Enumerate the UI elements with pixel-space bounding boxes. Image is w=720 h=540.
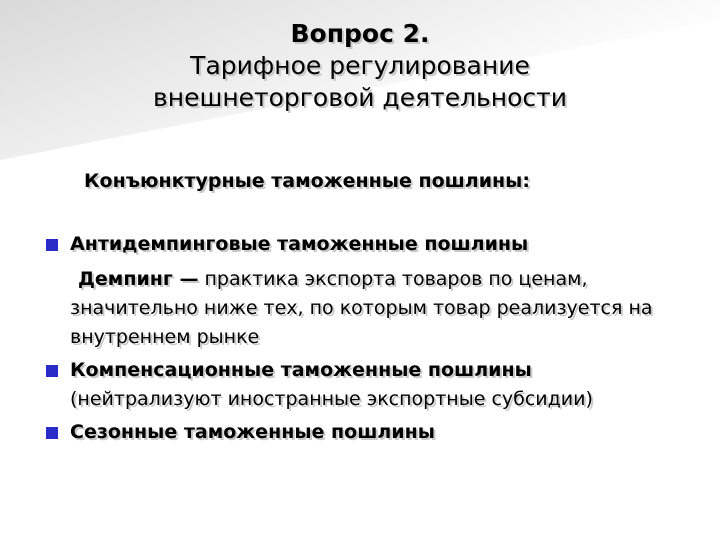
title-line-2: Тарифное регулирование bbox=[190, 51, 530, 80]
definition-paragraph bbox=[46, 265, 686, 352]
subheading: Конъюнктурные таможенные пошлины: bbox=[84, 170, 530, 192]
list-item bbox=[46, 230, 686, 259]
slide-title bbox=[0, 18, 720, 114]
definition-text: практика экспорта товаров по ценам, значительно ниже тех, по которым товар реализуется на внутреннем рынке bbox=[70, 268, 653, 348]
list-item bbox=[46, 356, 686, 414]
square-bullet-icon bbox=[46, 365, 58, 377]
list-item-text: (нейтрализуют иностранные экспортные субсидии) bbox=[70, 388, 593, 410]
list-item-bold: Сезонные таможенные пошлины bbox=[70, 421, 435, 443]
square-bullet-icon bbox=[46, 427, 58, 439]
list-item-bold: Антидемпинговые таможенные пошлины bbox=[70, 233, 529, 255]
title-line-1: Вопрос 2. bbox=[290, 19, 430, 48]
bullet-list bbox=[46, 230, 686, 447]
list-item bbox=[46, 418, 686, 447]
definition-term: Демпинг — bbox=[78, 268, 199, 290]
square-bullet-icon bbox=[46, 239, 58, 251]
list-item-bold: Компенсационные таможенные пошлины bbox=[70, 359, 532, 381]
title-line-3: внешнеторговой деятельности bbox=[152, 83, 567, 112]
